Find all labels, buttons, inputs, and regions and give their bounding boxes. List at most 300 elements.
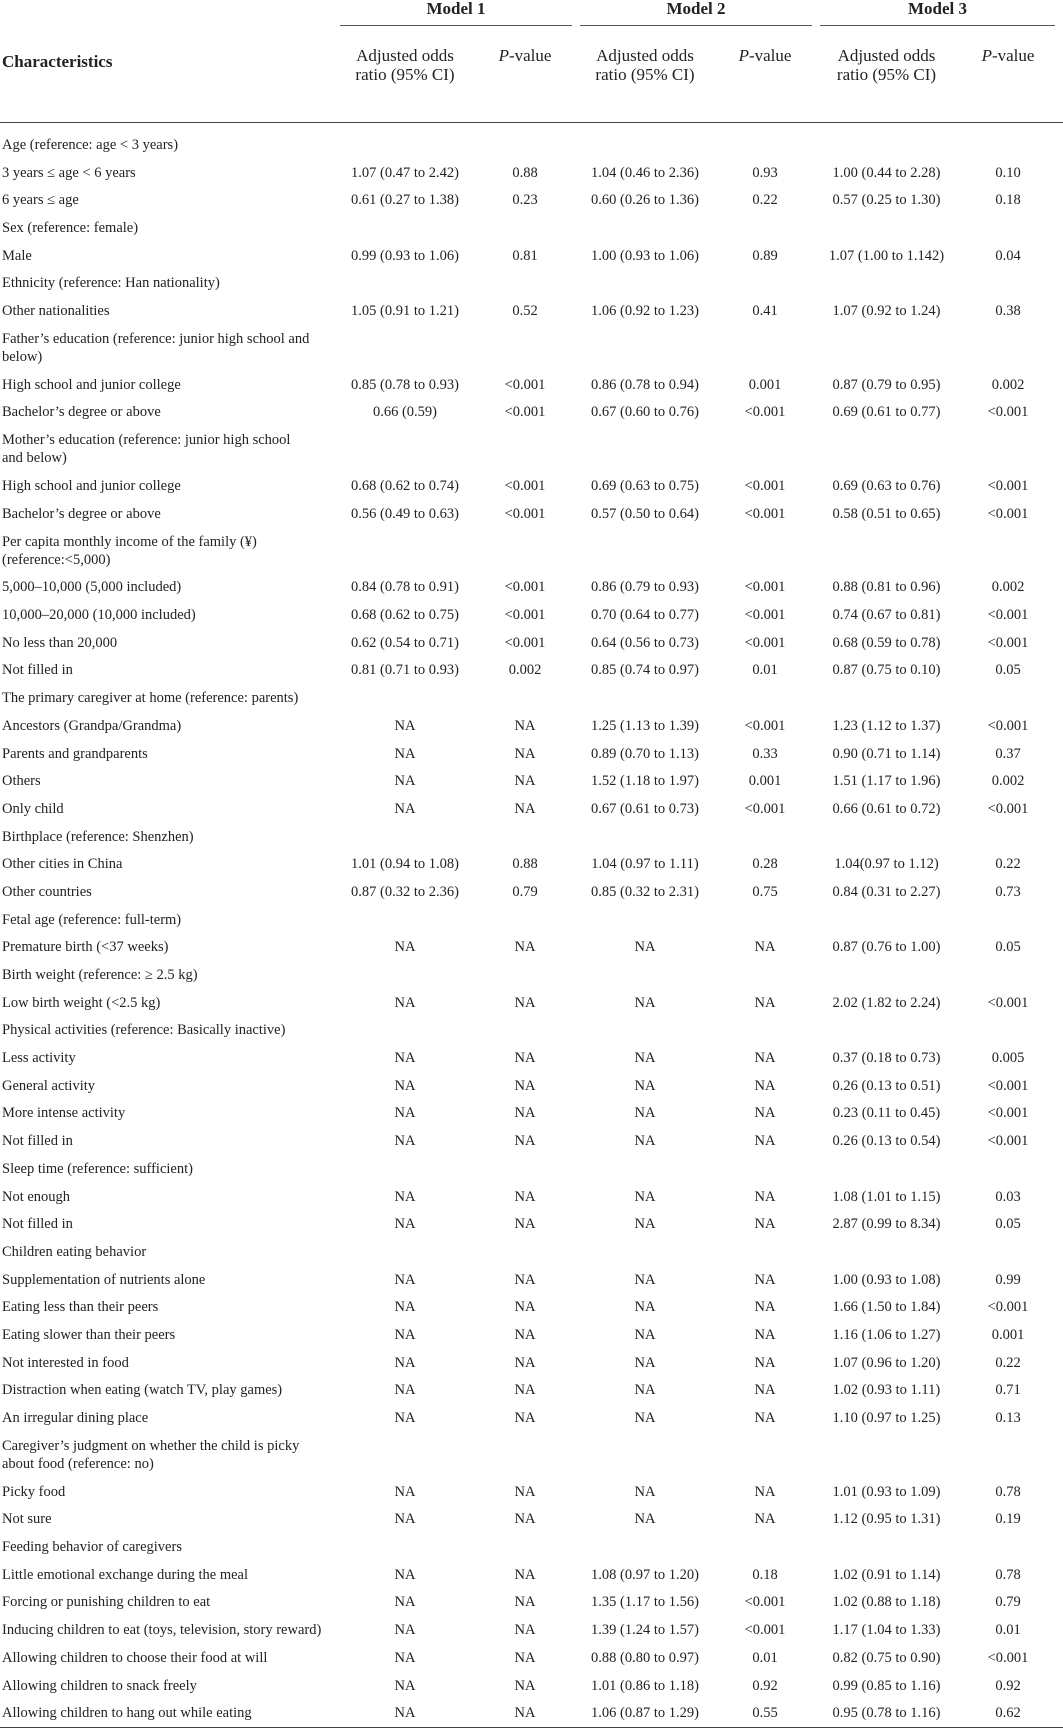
empty-cell [953,684,1063,712]
cell-p-model-2: <0.001 [744,478,786,495]
section-header-row [0,906,1063,934]
table-row [0,574,1063,602]
cell-or-model-2: 0.86 (0.79 to 0.93) [591,579,699,596]
cell-p-model-1: NA [514,1382,536,1399]
empty-cell [820,1017,953,1045]
or-header-model-3: Adjusted odds ratio (95% CI) [820,30,953,123]
empty-cell [710,426,820,472]
cell-p-model-3: 0.13 [995,1410,1021,1427]
row-label: Only child [2,800,64,817]
cell-or-model-2: 0.57 (0.50 to 0.64) [591,505,699,522]
cell-p-model-3: 0.62 [953,1699,1063,1727]
cell-or-model-2: 1.39 (1.24 to 1.57) [591,1622,699,1639]
table-row [0,1293,1063,1321]
cell-p-model-2: NA [754,1483,776,1500]
empty-cell [470,426,580,472]
cell-or-model-3: 0.82 (0.75 to 0.90) [832,1649,941,1666]
cell-p-model-3: 0.92 [995,1677,1021,1694]
empty-cell [340,823,470,851]
cell-p-model-3: 0.03 [995,1188,1021,1205]
section-header-row [0,684,1063,712]
cell-p-model-3: <0.001 [987,505,1029,522]
empty-cell [953,269,1063,297]
cell-or-model-2: 0.64 (0.56 to 0.73) [591,634,699,651]
cell-or-model-2: NA [634,1410,656,1427]
section-header-row [0,426,1063,472]
empty-cell [470,684,580,712]
cell-p-model-1: 0.81 [512,247,538,264]
table-row [0,1377,1063,1405]
section-label: Sleep time (reference: sufficient) [2,1160,193,1177]
cell-or-model-3: 1.07 (0.92 to 1.24) [832,302,941,319]
empty-cell [470,906,580,934]
cell-p-model-3: 0.01 [995,1622,1021,1639]
table-row [0,371,1063,399]
cell-p-model-3: 0.002 [991,579,1025,596]
cell-p-model-3: <0.001 [987,1299,1029,1316]
cell-or-model-2: NA [634,1133,656,1150]
cell-or-model-1: NA [394,773,416,790]
empty-cell [710,1432,820,1478]
row-label: Parents and grandparents [2,745,148,762]
cell-p-model-1: NA [514,1677,536,1694]
cell-p-model-1: <0.001 [504,376,546,393]
cell-p-model-2: <0.001 [744,404,786,421]
cell-or-model-2: 1.00 (0.93 to 1.06) [591,247,699,264]
empty-cell [340,1432,470,1478]
cell-or-model-1: 0.84 (0.78 to 0.91) [351,579,459,596]
cell-or-model-1: NA [394,1410,416,1427]
row-label: Not sure [2,1511,52,1528]
cell-p-model-1: NA [514,1216,536,1233]
empty-cell [710,1155,820,1183]
cell-p-model-2: NA [754,1133,776,1150]
cell-or-model-3: 0.58 (0.51 to 0.65) [832,505,941,522]
cell-p-model-1: NA [514,994,536,1011]
empty-cell [710,1017,820,1045]
cell-p-model-1: 0.88 [512,164,538,181]
cell-p-model-1: NA [514,1594,536,1611]
empty-cell [340,961,470,989]
section-label: Per capita monthly income of the family (¥) (reference:<5,000) [2,533,257,568]
cell-or-model-3: 1.02 (0.93 to 1.11) [832,1382,941,1399]
row-label: Male [2,247,32,264]
cell-p-model-2: NA [754,1382,776,1399]
row-label: Allowing children to snack freely [2,1677,197,1694]
cell-p-model-2: 0.28 [752,856,778,873]
cell-p-model-1: NA [514,717,536,734]
cell-or-model-1: NA [394,1382,416,1399]
cell-or-model-2: 1.06 (0.92 to 1.23) [591,302,699,319]
empty-cell [340,906,470,934]
cell-p-model-2: NA [754,1410,776,1427]
cell-p-model-2: <0.001 [744,717,786,734]
empty-cell [820,684,953,712]
cell-p-model-1: NA [514,1649,536,1666]
cell-p-model-2: 0.75 [752,883,778,900]
row-label: Allowing children to choose their food at will [2,1649,268,1666]
cell-or-model-3: 0.87 (0.79 to 0.95) [832,376,941,393]
cell-or-model-2: 1.25 (1.13 to 1.39) [591,717,699,734]
row-label: Picky food [2,1483,66,1500]
cell-p-model-2: <0.001 [744,800,786,817]
cell-p-model-1: NA [514,1354,536,1371]
cell-or-model-2: 0.69 (0.63 to 0.75) [591,478,699,495]
cell-or-model-3: 1.04(0.97 to 1.12) [834,856,939,873]
row-label: Not filled in [2,1133,73,1150]
row-label: General activity [2,1077,95,1094]
cell-p-model-3: 0.005 [991,1050,1025,1067]
cell-or-model-1: 0.56 (0.49 to 0.63) [351,505,459,522]
cell-or-model-1: NA [394,1133,416,1150]
cell-p-model-1: NA [514,1133,536,1150]
cell-p-model-1: NA [514,1566,536,1583]
cell-p-model-3: 0.001 [991,1326,1025,1343]
section-label: Age (reference: age < 3 years) [2,136,179,153]
cell-or-model-2: NA [634,1354,656,1371]
row-label: High school and junior college [2,478,181,495]
section-header-row [0,325,1063,371]
cell-p-model-2: 0.33 [752,745,778,762]
table-row [0,1100,1063,1128]
p-header-model-1: P-value [470,30,580,123]
row-label: Eating slower than their peers [2,1326,176,1343]
cell-or-model-2: 0.86 (0.78 to 0.94) [591,376,699,393]
empty-cell [710,214,820,242]
cell-p-model-3: 0.002 [991,773,1025,790]
cell-or-model-3: 0.88 (0.81 to 0.96) [832,579,941,596]
cell-or-model-2: 0.67 (0.61 to 0.73) [591,800,699,817]
cell-p-model-1: NA [514,1105,536,1122]
section-header-row [0,131,1063,159]
cell-p-model-3: 0.79 [995,1594,1021,1611]
cell-or-model-1: NA [394,1677,416,1694]
row-label: Other cities in China [2,856,123,873]
cell-p-model-1: NA [514,1511,536,1528]
column-header-row [0,30,1063,123]
row-label: Bachelor’s degree or above [2,505,161,522]
cell-or-model-2: NA [634,1105,656,1122]
cell-p-model-1: <0.001 [504,404,546,421]
row-label: Eating less than their peers [2,1299,159,1316]
cell-or-model-2: NA [634,1326,656,1343]
cell-or-model-1: NA [394,1188,416,1205]
row-label: Forcing or punishing children to eat [2,1594,211,1611]
empty-cell [340,269,470,297]
cell-or-model-3: 0.68 (0.59 to 0.78) [832,634,941,651]
cell-p-model-2: NA [754,1271,776,1288]
row-label: Others [2,773,41,790]
cell-p-model-3: 0.05 [995,1216,1021,1233]
empty-cell [340,528,470,574]
table-row [0,1404,1063,1432]
table-row [0,500,1063,528]
row-label: No less than 20,000 [2,634,118,651]
cell-or-model-3: 0.57 (0.25 to 1.30) [832,192,941,209]
section-header-row [0,961,1063,989]
cell-or-model-1: 1.01 (0.94 to 1.08) [351,856,459,873]
cell-p-model-2: <0.001 [744,607,786,624]
empty-cell [470,325,580,371]
cell-or-model-3: 0.26 (0.13 to 0.51) [832,1077,941,1094]
cell-p-model-1: NA [514,1050,536,1067]
cell-or-model-3: 0.90 (0.71 to 1.14) [832,745,941,762]
cell-or-model-1: NA [394,1622,416,1639]
table-row [0,1044,1063,1072]
cell-p-model-1: 0.88 [512,856,538,873]
cell-or-model-3: 2.87 (0.99 to 8.34) [832,1216,941,1233]
cell-or-model-1: NA [394,800,416,817]
cell-or-model-3: 1.02 (0.91 to 1.14) [832,1566,941,1583]
empty-cell [953,1432,1063,1478]
empty-cell [820,1238,953,1266]
table-row [0,1127,1063,1155]
cell-or-model-3: 0.95 (0.78 to 1.16) [820,1699,953,1727]
cell-or-model-3: 1.16 (1.06 to 1.27) [832,1326,941,1343]
cell-or-model-2: 1.52 (1.18 to 1.97) [591,773,699,790]
p-header-model-2: P-value [710,30,820,123]
table-row [0,629,1063,657]
cell-or-model-1: 1.07 (0.47 to 2.42) [351,164,459,181]
cell-p-model-2: 0.93 [752,164,778,181]
empty-cell [820,269,953,297]
cell-or-model-1: 0.61 (0.27 to 1.38) [351,192,459,209]
empty-cell [820,1432,953,1478]
cell-p-model-2: NA [754,1050,776,1067]
cell-or-model-1: 0.68 (0.62 to 0.75) [351,607,459,624]
cell-or-model-3: 0.84 (0.31 to 2.27) [832,883,941,900]
empty-cell [580,426,710,472]
section-label: Fetal age (reference: full-term) [2,911,182,928]
cell-p-model-3: <0.001 [987,1133,1029,1150]
table-row [0,712,1063,740]
row-label: Not filled in [2,662,73,679]
cell-p-model-3: 0.002 [991,376,1025,393]
row-label: Not enough [2,1188,71,1205]
cell-or-model-1: 0.81 (0.71 to 0.93) [351,662,459,679]
empty-cell [470,1155,580,1183]
cell-p-model-1: <0.001 [504,607,546,624]
row-label: Ancestors (Grandpa/Grandma) [2,717,182,734]
cell-or-model-3: 0.99 (0.85 to 1.16) [832,1677,941,1694]
table-row [0,472,1063,500]
cell-or-model-3: 2.02 (1.82 to 2.24) [832,994,941,1011]
cell-p-model-2: NA [754,1299,776,1316]
table-row [0,1506,1063,1534]
empty-cell [953,906,1063,934]
empty-cell [820,528,953,574]
cell-p-model-3: 0.78 [995,1566,1021,1583]
empty-cell [340,214,470,242]
cell-p-model-2: 0.001 [748,773,782,790]
empty-cell [340,1155,470,1183]
cell-or-model-1: NA [394,1483,416,1500]
cell-or-model-2: NA [634,1188,656,1205]
cell-or-model-1: NA [394,1649,416,1666]
cell-or-model-3: 0.66 (0.61 to 0.72) [832,800,941,817]
cell-or-model-1: NA [394,939,416,956]
table-row [0,399,1063,427]
empty-cell [710,528,820,574]
cell-p-model-1: NA [514,800,536,817]
cell-p-model-2: 0.01 [752,662,778,679]
section-header-row [0,1017,1063,1045]
row-label: 10,000–20,000 (10,000 included) [2,607,196,624]
empty-cell [580,1017,710,1045]
row-label: Not interested in food [2,1354,129,1371]
empty-cell [710,325,820,371]
cell-or-model-3: 1.07 (0.96 to 1.20) [832,1354,941,1371]
table-row [0,242,1063,270]
section-label: Father’s education (reference: junior high school and below) [2,330,310,365]
row-label: Other countries [2,883,92,900]
spacer-row [0,123,1063,132]
cell-p-model-2: <0.001 [744,1594,786,1611]
empty-cell [470,961,580,989]
empty-cell [470,1432,580,1478]
empty-cell [470,823,580,851]
cell-p-model-1: NA [514,1299,536,1316]
row-label: Less activity [2,1050,76,1067]
cell-or-model-2: 0.70 (0.64 to 0.77) [591,607,699,624]
empty-cell [820,131,953,159]
cell-p-model-3: 0.22 [995,1354,1021,1371]
cell-p-model-3: 0.71 [995,1382,1021,1399]
row-label: 3 years ≤ age < 6 years [2,164,136,181]
empty-cell [953,961,1063,989]
table-row [0,1072,1063,1100]
cell-p-model-3: <0.001 [987,607,1029,624]
table-row [0,795,1063,823]
empty-cell [710,269,820,297]
cell-p-model-1: NA [514,1271,536,1288]
cell-p-model-2: <0.001 [744,505,786,522]
cell-p-model-3: 0.78 [995,1483,1021,1500]
table-body [0,123,1063,1728]
cell-p-model-3: <0.001 [987,994,1029,1011]
empty-cell [470,214,580,242]
table-row [0,1183,1063,1211]
cell-p-model-1: NA [514,1188,536,1205]
table-row [0,850,1063,878]
empty-cell [580,823,710,851]
cell-p-model-3: <0.001 [987,478,1029,495]
table-row [0,1266,1063,1294]
empty-cell [710,131,820,159]
table-row [0,1321,1063,1349]
cell-p-model-2: 0.92 [752,1677,778,1694]
cell-p-model-1: <0.001 [504,478,546,495]
cell-or-model-3: 1.10 (0.97 to 1.25) [832,1410,941,1427]
section-label: Ethnicity (reference: Han nationality) [2,275,220,292]
cell-or-model-3: 1.08 (1.01 to 1.15) [832,1188,941,1205]
empty-cell [710,684,820,712]
cell-p-model-2: 0.41 [752,302,778,319]
cell-or-model-2: 0.67 (0.60 to 0.76) [591,404,699,421]
cell-p-model-1: NA [514,1483,536,1500]
section-label: The primary caregiver at home (reference: parents) [2,690,299,707]
empty-cell [340,684,470,712]
empty-cell [580,961,710,989]
or-header-model-1: Adjusted odds ratio (95% CI) [340,30,470,123]
section-label: Mother’s education (reference: junior high school and below) [2,432,291,467]
empty-cell [820,426,953,472]
empty-cell [820,823,953,851]
empty-cell [953,1238,1063,1266]
cell-or-model-3: 0.69 (0.61 to 0.77) [832,404,941,421]
cell-or-model-2: NA [634,994,656,1011]
cell-p-model-3: <0.001 [987,404,1029,421]
empty-cell [580,528,710,574]
cell-p-model-2: NA [754,1105,776,1122]
cell-or-model-3: 1.17 (1.04 to 1.33) [832,1622,941,1639]
cell-or-model-2: NA [634,1050,656,1067]
cell-or-model-3: 1.07 (1.00 to 1.142) [828,247,945,264]
cell-or-model-2: NA [634,1077,656,1094]
empty-cell [470,528,580,574]
cell-or-model-1: NA [340,1699,470,1727]
cell-p-model-3: 0.10 [995,164,1021,181]
empty-cell [710,906,820,934]
section-header-row [0,823,1063,851]
section-header-row [0,1432,1063,1478]
cell-p-model-2: NA [754,1326,776,1343]
cell-p-model-2: 0.18 [752,1566,778,1583]
section-label: Birthplace (reference: Shenzhen) [2,828,194,845]
cell-p-model-3: <0.001 [987,634,1029,651]
table-row [0,1589,1063,1617]
empty-cell [953,214,1063,242]
table-row [0,657,1063,685]
cell-p-model-2: 0.001 [748,376,782,393]
cell-or-model-2: 0.85 (0.32 to 2.31) [591,883,699,900]
row-label: Premature birth (<37 weeks) [2,939,169,956]
cell-or-model-2: 1.01 (0.86 to 1.18) [591,1677,699,1694]
empty-cell [953,823,1063,851]
empty-cell [580,1238,710,1266]
table-row [0,297,1063,325]
table-row [0,1672,1063,1700]
model-3-header: Model 3 [820,0,1063,30]
cell-or-model-1: NA [394,1077,416,1094]
cell-p-model-3: <0.001 [987,1105,1029,1122]
cell-p-model-2: <0.001 [744,579,786,596]
table-row [0,767,1063,795]
cell-p-model-2: NA [754,939,776,956]
cell-or-model-3: 0.69 (0.63 to 0.76) [832,478,941,495]
cell-p-model-3: <0.001 [987,1077,1029,1094]
cell-or-model-1: NA [394,1511,416,1528]
empty-cell [953,131,1063,159]
cell-p-model-1: <0.001 [504,634,546,651]
empty-cell [820,325,953,371]
table-row [0,989,1063,1017]
cell-or-model-2: 0.85 (0.74 to 0.97) [591,662,699,679]
cell-or-model-2: NA [634,1382,656,1399]
cell-or-model-3: 0.87 (0.76 to 1.00) [832,939,941,956]
row-label: An irregular dining place [2,1410,149,1427]
cell-or-model-1: 0.62 (0.54 to 0.71) [351,634,459,651]
empty-cell [580,131,710,159]
empty-cell [820,906,953,934]
empty-cell [340,1238,470,1266]
cell-p-model-2: NA [754,1077,776,1094]
table-row [0,1210,1063,1238]
table-row [0,159,1063,187]
table-row [0,1699,1063,1727]
empty-cell [580,1432,710,1478]
cell-p-model-1: NA [514,939,536,956]
